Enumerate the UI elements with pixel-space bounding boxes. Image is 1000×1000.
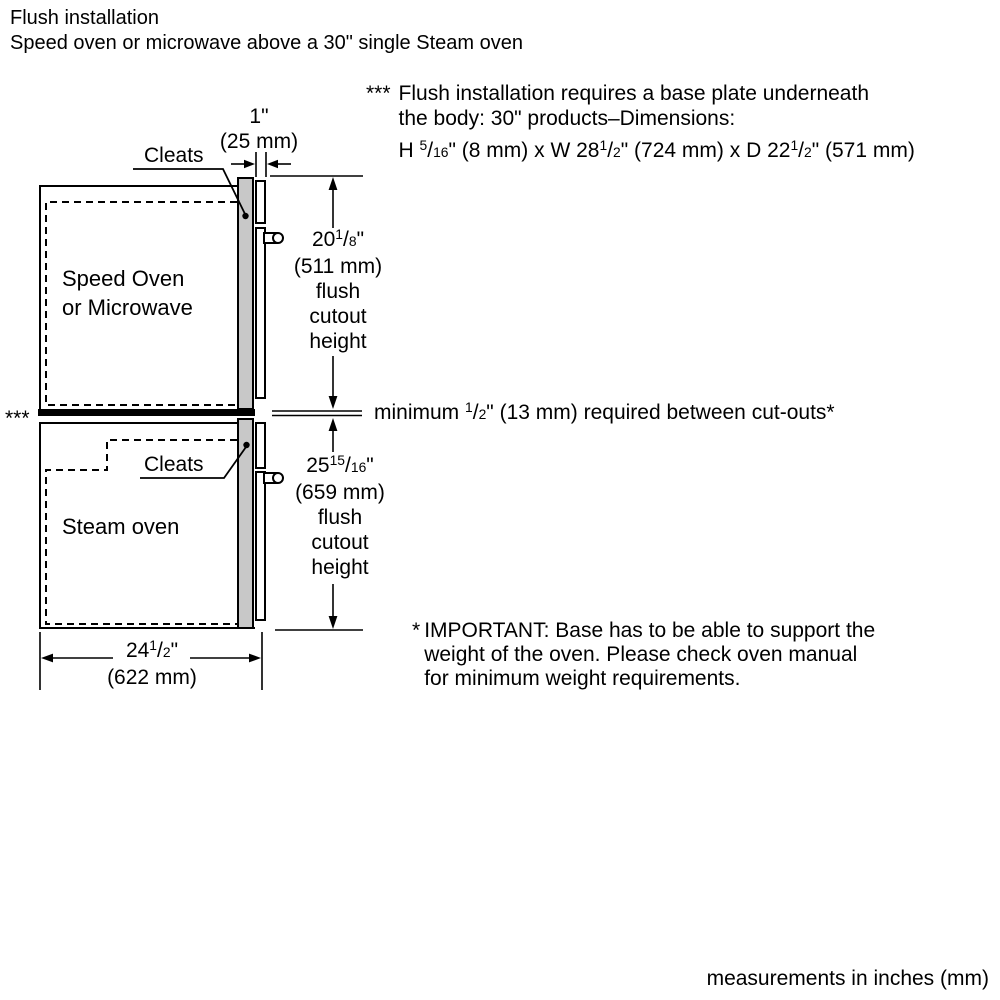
asterisk-marker: * bbox=[412, 619, 421, 642]
cleats-label-top: Cleats bbox=[144, 144, 204, 167]
cleats-label-bottom: Cleats bbox=[144, 453, 204, 476]
gap-double-lines bbox=[272, 411, 362, 416]
upper-compartment-label: Speed Oven or Microwave bbox=[62, 266, 193, 320]
base-plate-note-line1: Flush installation requires a base plate underneath bbox=[398, 82, 870, 105]
base-plate-note-body bbox=[399, 81, 915, 165]
upper-cleat-bar bbox=[238, 178, 253, 409]
gap-requirement-label: minimum $^1$/2" (13 mm) required between cut-outs* bbox=[374, 399, 835, 424]
cleats-leader-top bbox=[133, 169, 249, 219]
base-plate-note bbox=[366, 81, 915, 165]
important-note bbox=[412, 619, 875, 691]
upper-cutout-mm: (511 mm) bbox=[293, 255, 383, 278]
lower-cutout-value: 25$^{15}$/16" bbox=[306, 452, 374, 477]
lower-filler-strip bbox=[256, 423, 265, 620]
top-width-dimension-label bbox=[199, 104, 319, 154]
base-plate-marker: *** bbox=[5, 407, 30, 430]
triple-asterisk-marker: *** bbox=[366, 82, 391, 105]
lower-cutout-mm: (659 mm) bbox=[295, 481, 385, 504]
units-footnote: measurements in inches (mm) bbox=[706, 967, 989, 990]
upper-filler-strip bbox=[256, 181, 265, 398]
lower-cutout-height-label: 25$^{15}$/16" (659 mm) flush cutout height bbox=[276, 453, 404, 580]
base-plate-bar bbox=[38, 409, 255, 416]
top-width-inches: 1" bbox=[249, 105, 269, 128]
bottom-width-dimension-label bbox=[92, 638, 212, 691]
upper-cutout-value: 20$^1$/8" bbox=[311, 226, 365, 251]
bottom-width-value: 24$^1$/2" bbox=[125, 637, 179, 662]
page-title bbox=[10, 6, 523, 56]
upper-cutout-height-label: 20$^1$/8" (511 mm) flush cutout height bbox=[276, 227, 400, 354]
base-plate-note-line2: the body: 30" products–Dimensions: bbox=[398, 107, 736, 130]
lower-cleat-bar bbox=[238, 419, 253, 628]
lower-compartment-label: Steam oven bbox=[62, 514, 180, 539]
base-plate-dimensions: H $^5$/16" (8 mm) x W 28$^1$/2" (724 mm) x D 22$^1$/2" (571 mm) bbox=[398, 137, 915, 162]
title-line1: Flush installation bbox=[10, 7, 159, 29]
top-width-dimension bbox=[231, 152, 291, 177]
bottom-width-mm: (622 mm) bbox=[107, 666, 197, 689]
top-width-mm: (25 mm) bbox=[219, 130, 299, 153]
important-note-body: IMPORTANT: Base has to be able to support the weight of the oven. Please check oven manual for minimum weight requirements. bbox=[424, 619, 876, 690]
title-line2: Speed oven or microwave above a 30" single Steam oven bbox=[10, 32, 523, 54]
